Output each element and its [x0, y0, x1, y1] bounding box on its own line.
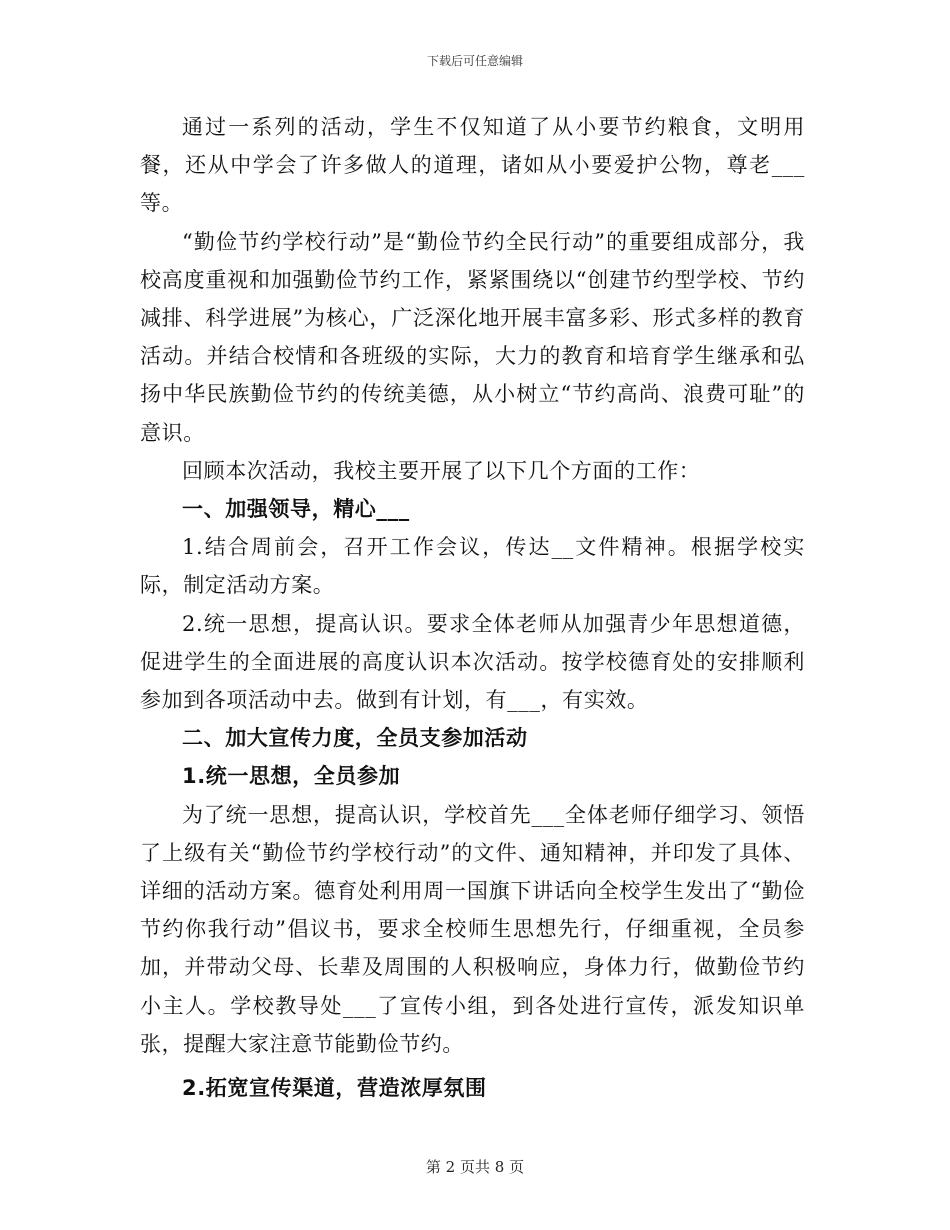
paragraph-activities-result: 通过一系列的活动，学生不仅知道了从小要节约粮食，文明用餐，还从中学会了许多做人的道理，诸如从小要爱护公物，尊老___等。 — [140, 115, 805, 216]
section-heading-2: 二、加大宣传力度，全员支参加活动 — [182, 726, 528, 751]
paragraph-item-2: 2.统一思想，提高认识。要求全体老师从加强青少年思想道德，促进学生的全面进展的高度认识本次活动。按学校德育处的安排顺利参加到各项活动中去。做到有计划，有___，有实效。 — [140, 611, 805, 713]
page-footer: 第 2 页共 8 页 — [425, 1158, 525, 1176]
page-header: 下载后可任意编辑 — [426, 54, 523, 68]
subsection-heading-1: 1.统一思想，全员参加 — [182, 764, 401, 789]
document-body — [140, 108, 805, 1107]
paragraph-campaign-intro: “勤俭节约学校行动”是“勤俭节约全民行动”的重要组成部分，我校高度重视和加强勤俭节约工作，紧紧围绕以“创建节约型学校、节约减排、科学进展”为核心，广泛深化地开展丰富多彩、形式多样的教育活动。并结合校情和各班级的实际，大力的教育和培育学生继承和弘扬中华民族勤俭节约的传统美德，从小树立“节约高尚、浪费可耻”的意识。 — [140, 229, 805, 445]
paragraph-review-intro: 回顾本次活动，我校主要开展了以下几个方面的工作： — [182, 458, 701, 483]
subsection-heading-2: 2.拓宽宣传渠道，营造浓厚氛围 — [182, 1076, 487, 1101]
section-heading-1: 一、加强领导，精心___ — [182, 497, 410, 522]
paragraph-unified-thinking: 为了统一思想，提高认识，学校首先___全体老师仔细学习、领悟了上级有关“勤俭节约学校行动”的文件、通知精神，并印发了具体、详细的活动方案。德育处利用周一国旗下讲话向全校学生发出了“勤俭节约你我行动”倡议书，要求全校师生思想先行，仔细重视，全员参加，并带动父母、长辈及周围的人积极响应，身体力行，做勤俭节约小主人。学校教导处___了宣传小组，到各处进行宣传，派发知识单张，提醒大家注意节能勤俭节约。 — [140, 802, 805, 1056]
paragraph-item-1: 1.结合周前会，召开工作会议，传达__文件精神。根据学校实际，制定活动方案。 — [140, 535, 805, 598]
